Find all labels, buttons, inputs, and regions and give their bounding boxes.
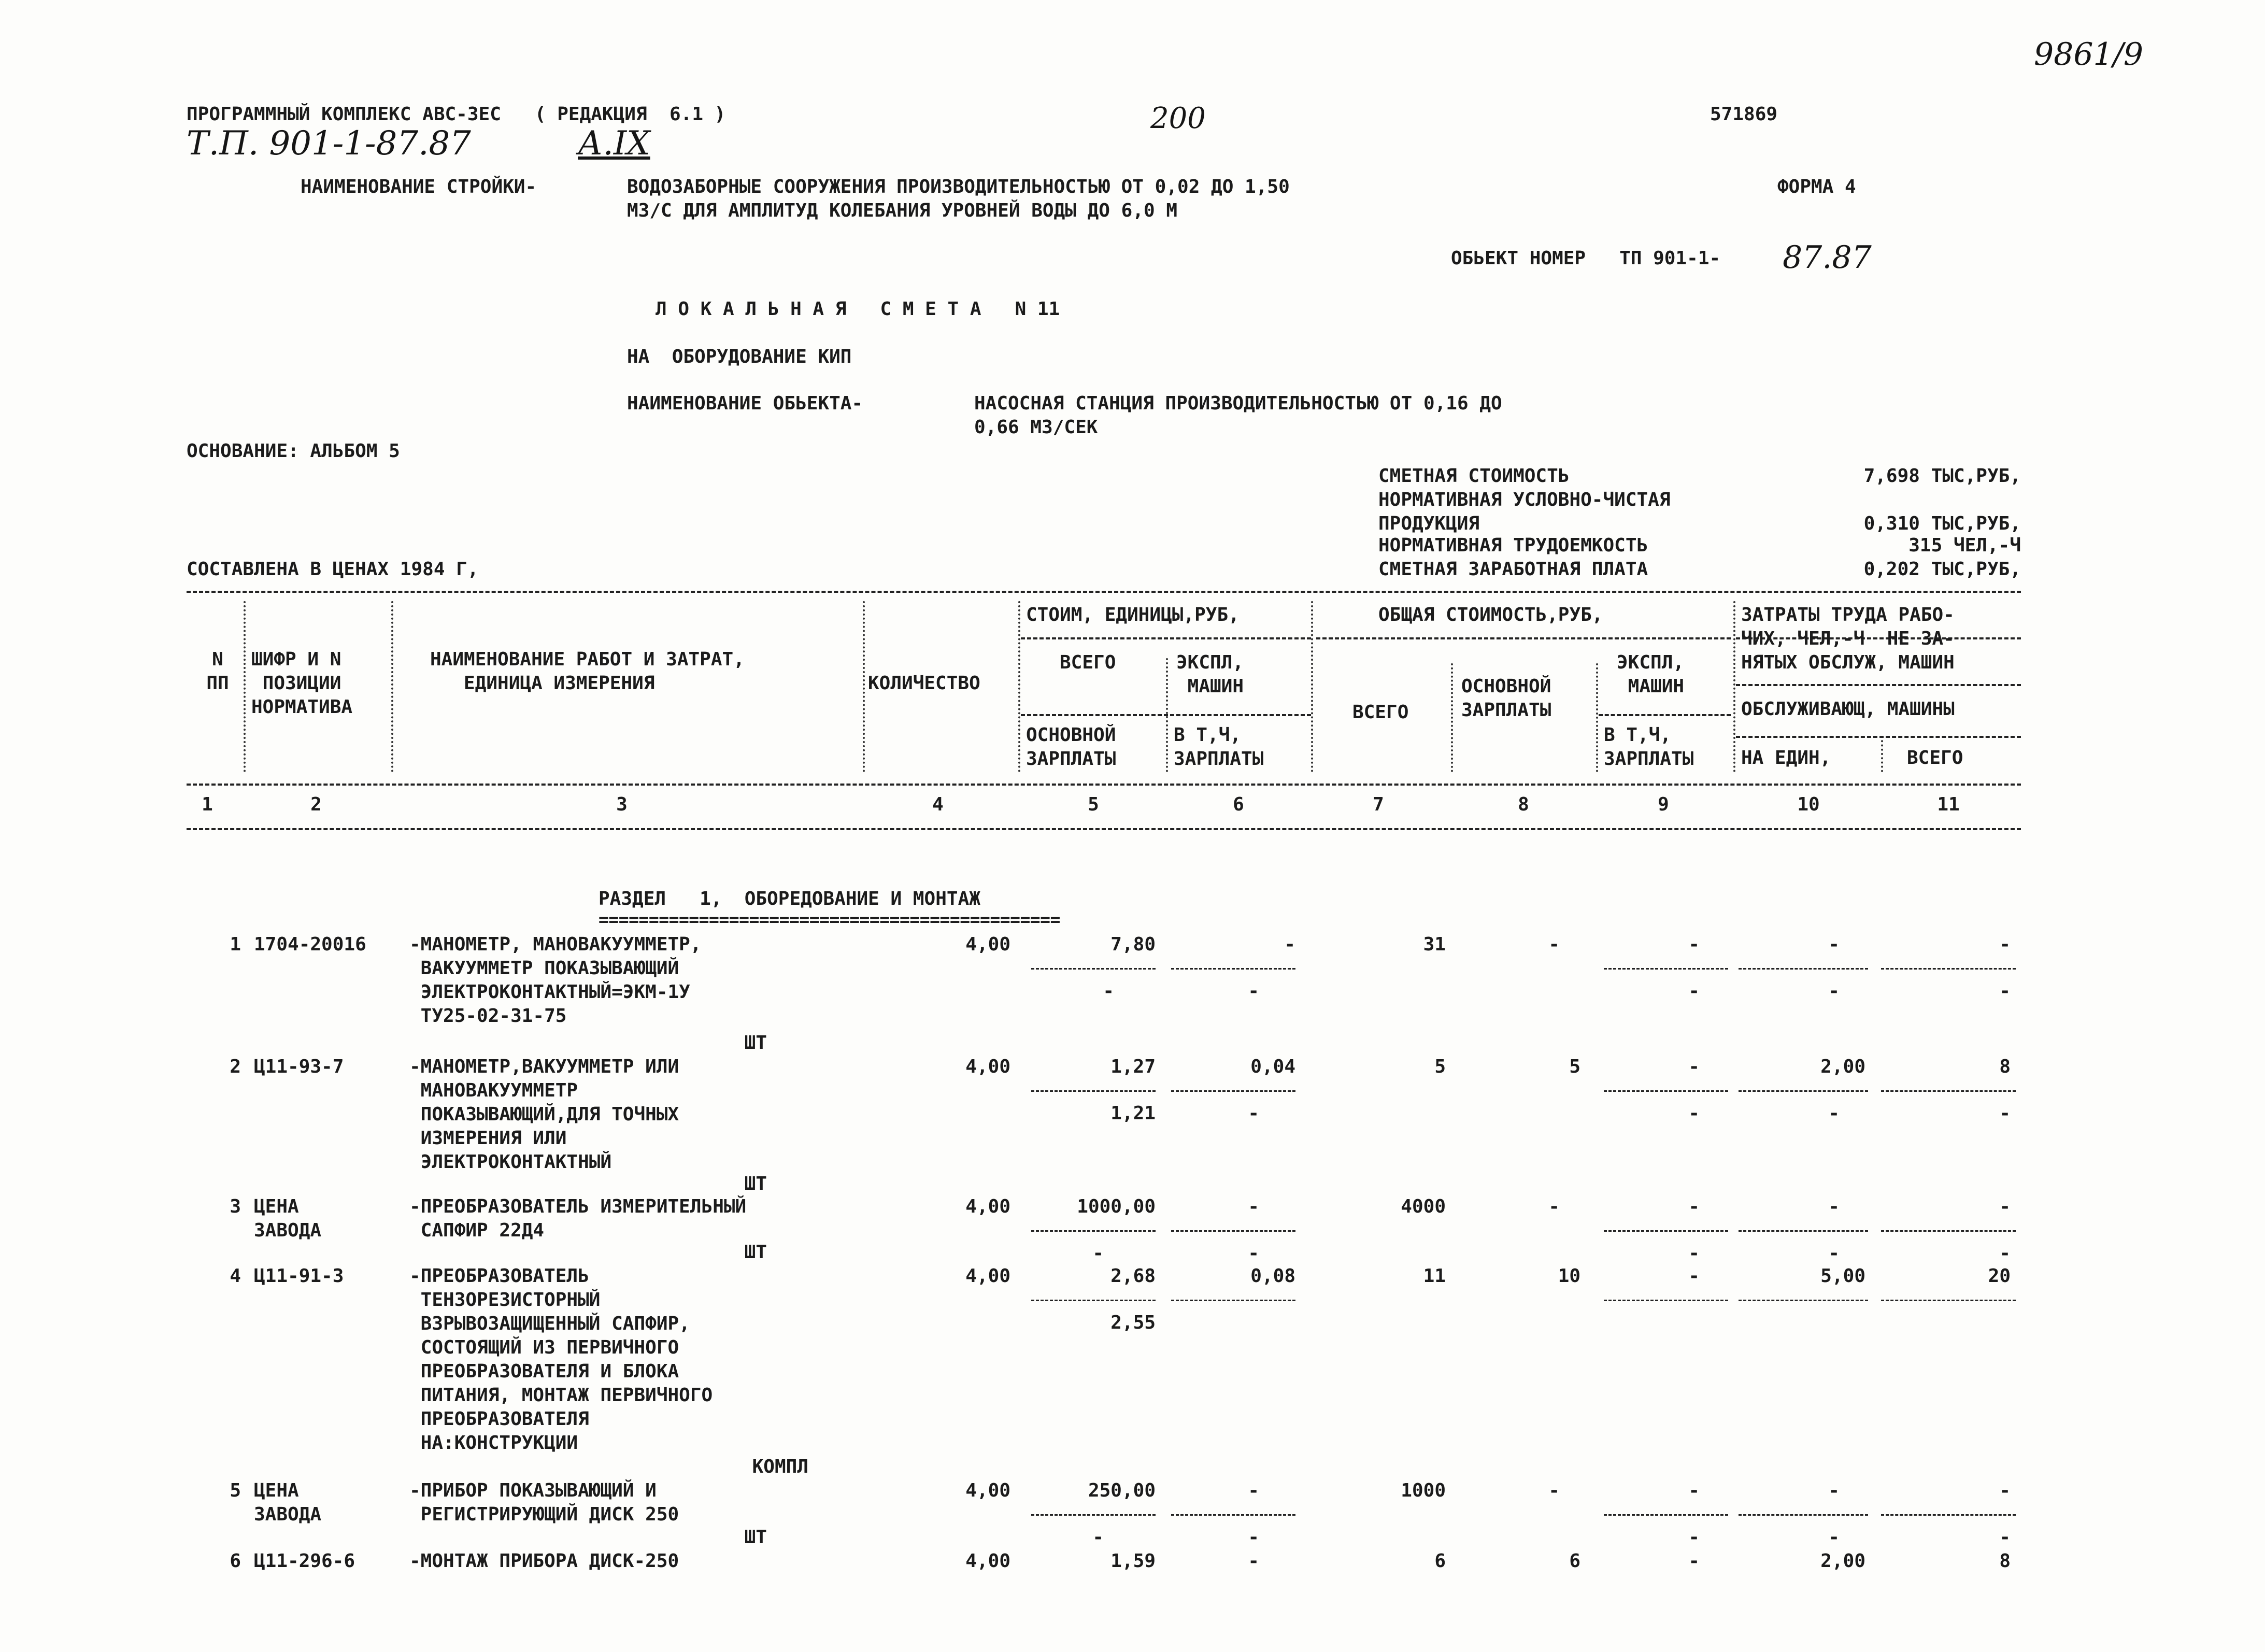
row-unit-wages: - [1092,1243,1104,1264]
row-unit-incl: - [1248,1527,1259,1548]
object-label: НАИМЕНОВАНИЕ ОБЬЕКТА- [627,393,863,414]
col-header-total-incl: В Т,Ч, ЗАРПЛАТЫ [1604,724,1694,770]
table-top-rule [187,591,2021,593]
row-number: 2 [230,1056,241,1077]
row-total-incl: - [1688,980,1700,1002]
row-unit-wages: - [1103,980,1114,1002]
prices-line: СОСТАВЛЕНА В ЦЕНАХ 1984 Г, [187,559,479,580]
row-number: 3 [230,1196,241,1217]
row-subrule [1881,1514,2016,1516]
summary-value: 0,202 ТЫС,РУБ, [1863,559,2021,580]
row-code: Ц11-91-3 [254,1265,344,1287]
row-subrule [1881,1300,2016,1301]
header-subrule [1736,736,2021,738]
column-number: 1 [202,794,213,815]
row-total-machines: - [1688,1480,1700,1501]
row-unit: ШТ [744,1032,767,1053]
row-labor-per-unit: - [1828,1480,1840,1501]
row-code: ЦЕНА ЗАВОДА [254,1196,322,1241]
row-name: -МАНОМЕТР, МАНОВАКУУММЕТР, ВАКУУММЕТР ПОКАЗЫВАЮЩИЙ ЭЛЕКТРОКОНТАКТНЫЙ=ЭКМ-1У ТУ25-02-31-75 [409,934,702,1027]
column-number-bottom-rule [187,828,2021,830]
row-quantity: 4,00 [965,1056,1010,1077]
row-labor-per-unit-b: - [1828,980,1840,1002]
row-total: 6 [1434,1550,1446,1572]
row-subrule [1171,968,1295,970]
row-labor-total-b: - [1999,1527,2011,1548]
row-unit-machines: - [1248,1480,1259,1501]
col-header-unit-wages: ОСНОВНОЙ ЗАРПЛАТЫ [1026,724,1116,770]
col-header-labor-total: ВСЕГО [1907,747,1963,768]
row-subrule [1031,1090,1156,1092]
row-subrule [1031,1300,1156,1301]
column-number: 8 [1518,794,1529,815]
row-total-machines: - [1688,1196,1700,1217]
row-quantity: 4,00 [965,1480,1010,1501]
row-unit: ШТ [744,1242,767,1263]
construction-label: НАИМЕНОВАНИЕ СТРОЙКИ- [301,176,537,197]
col-divider [1451,663,1453,772]
col-divider [1311,601,1313,772]
row-labor-total-b: - [1999,1103,2011,1124]
construction-line2: М3/С ДЛЯ АМПЛИТУД КОЛЕБАНИЯ УРОВНЕЙ ВОДЫ ДО 6,0 М [627,200,1178,221]
row-subrule [1171,1300,1295,1301]
row-subrule [1881,1090,2016,1092]
object-number-handwritten: 87.87 [1783,239,1872,276]
construction-line1: ВОДОЗАБОРНЫЕ СООРУЖЕНИЯ ПРОИЗВОДИТЕЛЬНОСТЬЮ ОТ 0,02 ДО 1,50 [627,176,1290,197]
row-labor-total-b: - [1999,980,2011,1002]
row-labor-total-b: - [1999,1243,2011,1264]
row-subrule [1031,1514,1156,1516]
row-number: 4 [230,1265,241,1287]
row-name: -МАНОМЕТР,ВАКУУММЕТР ИЛИ МАНОВАКУУММЕТР ПОКАЗЫВАЮЩИЙ,ДЛЯ ТОЧНЫХ ИЗМЕРЕНИЯ ИЛИ ЭЛЕКТРОКОНТАКТНЫЙ [409,1056,679,1173]
row-labor-per-unit: - [1828,1196,1840,1217]
row-total-machines: - [1688,934,1700,955]
col-divider [1881,736,1883,772]
col-header-n: N ПП [206,649,229,694]
row-subrule [1604,1230,1728,1232]
row-unit-machines: - [1248,1196,1259,1217]
row-code: Ц11-93-7 [254,1056,344,1077]
row-quantity: 4,00 [965,1196,1010,1217]
row-subrule [1171,1090,1295,1092]
header-subrule [1599,714,1731,716]
header-subrule [1021,637,1311,639]
row-labor-total: - [1999,934,2011,955]
row-subrule [1739,1230,1868,1232]
column-number: 5 [1088,794,1099,815]
row-labor-total: - [1999,1196,2011,1217]
row-unit: ШТ [744,1173,767,1194]
row-subrule [1739,1514,1868,1516]
column-number: 4 [932,794,944,815]
col-header-unit-machines: ЭКСПЛ, МАШИН [1176,652,1244,697]
row-quantity: 4,00 [965,1265,1010,1287]
summary-label: НОРМАТИВНАЯ ТРУДОЕМКОСТЬ [1378,535,1648,556]
row-total-machines: - [1688,1265,1700,1287]
col-header-code: ШИФР И N ПОЗИЦИИ НОРМАТИВА [251,649,353,718]
row-number: 1 [230,934,241,955]
col-header-quantity: КОЛИЧЕСТВО [868,673,980,694]
summary-value: 0,310 ТЫС,РУБ, [1863,513,2021,534]
row-total: 1000 [1401,1480,1446,1501]
summary-label: СМЕТНАЯ ЗАРАБОТНАЯ ПЛАТА [1378,559,1648,580]
row-unit-wages: 1,21 [1110,1103,1156,1124]
row-name: -ПРЕОБРАЗОВАТЕЛЬ ИЗМЕРИТЕЛЬНЫЙ САПФИР 22Д4 [409,1196,747,1241]
row-unit-wages: - [1092,1527,1104,1548]
document-code: 571869 [1710,104,1778,125]
col-divider [1596,663,1598,772]
col-header-name: НАИМЕНОВАНИЕ РАБОТ И ЗАТРАТ, ЕДИНИЦА ИЗМЕРЕНИЯ [430,649,745,694]
row-labor-total: 8 [1999,1550,2011,1572]
row-subrule [1031,1230,1156,1232]
col-divider [863,601,865,772]
row-subrule [1739,1090,1868,1092]
row-subrule [1031,968,1156,970]
row-labor-per-unit: 2,00 [1820,1550,1865,1572]
handwritten-album-mark: А.IX [578,124,650,163]
row-code: 1704-20016 [254,934,366,955]
basis-line: ОСНОВАНИЕ: АЛЬБОМ 5 [187,440,400,462]
row-unit-machines: 0,08 [1250,1265,1295,1287]
header-subrule [1316,637,1731,639]
row-name: -ПРЕОБРАЗОВАТЕЛЬ ТЕНЗОРЕЗИСТОРНЫЙ ВЗРЫВОЗАЩИЩЕННЫЙ САПФИР, СОСТОЯЩИЙ ИЗ ПЕРВИЧНОГО ПРЕОБРАЗОВАТЕЛЯ И БЛОКА ПИТАНИЯ, МОНТАЖ ПЕРВИЧНОГО ПРЕОБРАЗОВАТЕЛЯ НА:КОНСТРУКЦИИ [409,1265,713,1454]
row-labor-per-unit: 2,00 [1820,1056,1865,1077]
row-total: 4000 [1401,1196,1446,1217]
section-title: РАЗДЕЛ 1, ОБОРЕДОВАНИЕ И МОНТАЖ [599,888,980,909]
col-header-total-wages: ОСНОВНОЙ ЗАРПЛАТЫ [1461,676,1551,721]
summary-value: 315 ЧЕЛ,-Ч [1908,535,2021,556]
row-total-machines: - [1688,1550,1700,1572]
row-labor-per-unit-b: - [1828,1243,1840,1264]
row-total: 5 [1434,1056,1446,1077]
col-header-unit-incl: В Т,Ч, ЗАРПЛАТЫ [1174,724,1264,770]
row-subrule [1171,1514,1295,1516]
row-number: 5 [230,1480,241,1501]
header-subrule [1021,714,1311,716]
row-subrule [1881,1230,2016,1232]
col-header-total-cost: ОБЩАЯ СТОИМОСТЬ,РУБ, [1378,604,1603,625]
row-code: ЦЕНА ЗАВОДА [254,1480,322,1525]
page-number: 200 [1150,102,1206,135]
summary-label: ПРОДУКЦИЯ [1378,513,1480,534]
row-total-wages: - [1548,934,1560,955]
row-total: 31 [1423,934,1446,955]
row-quantity: 4,00 [965,1550,1010,1572]
row-quantity: 4,00 [965,934,1010,955]
col-divider [391,601,393,772]
column-number: 10 [1797,794,1820,815]
row-labor-per-unit-b: - [1828,1103,1840,1124]
row-code: Ц11-296-6 [254,1550,355,1572]
row-labor-total: 20 [1988,1265,2011,1287]
row-unit-total: 250,00 [1088,1480,1156,1501]
column-number: 6 [1233,794,1244,815]
row-subrule [1739,968,1868,970]
row-subrule [1171,1230,1295,1232]
row-total-wages: - [1548,1480,1560,1501]
row-total-incl: - [1688,1103,1700,1124]
row-subrule [1881,968,2016,970]
section-underline: ============================================== [599,909,1060,930]
summary-label: НОРМАТИВНАЯ УСЛОВНО-ЧИСТАЯ [1378,489,1671,510]
row-unit-machines: - [1248,1550,1259,1572]
column-number: 11 [1937,794,1960,815]
column-number: 2 [310,794,322,815]
row-unit-total: 7,80 [1110,934,1156,955]
row-total-machines: - [1688,1056,1700,1077]
row-unit-incl: - [1248,1103,1259,1124]
summary-label: СМЕТНАЯ СТОИМОСТЬ [1378,465,1570,487]
row-subrule [1739,1300,1868,1301]
program-line: ПРОГРАММНЫЙ КОМПЛЕКС АВС-3ЕС ( РЕДАКЦИЯ 6.1 ) [187,104,726,125]
column-number-top-rule [187,784,2021,786]
row-subrule [1604,1514,1728,1516]
row-subrule [1604,1300,1728,1301]
col-divider [1733,601,1735,772]
row-unit: КОМПЛ [752,1456,808,1477]
row-subrule [1604,1090,1728,1092]
handwritten-tp-number: Т.П. 901-1-87.87 [187,124,471,163]
object-line1: НАСОСНАЯ СТАНЦИЯ ПРОИЗВОДИТЕЛЬНОСТЬЮ ОТ 0,16 ДО [974,393,1502,414]
row-labor-per-unit-b: - [1828,1527,1840,1548]
row-total-incl: - [1688,1527,1700,1548]
object-number-label: ОБЬЕКТ НОМЕР ТП 901-1- [1451,248,1721,269]
row-total-wages: - [1548,1196,1560,1217]
row-unit-total: 2,68 [1110,1265,1156,1287]
document-title: Л О К А Л Ь Н А Я С М Е Т А N 11 [656,298,1060,320]
row-labor-per-unit: 5,00 [1820,1265,1865,1287]
object-line2: 0,66 М3/СЕК [974,417,1098,438]
row-labor-total: 8 [1999,1056,2011,1077]
column-number: 9 [1658,794,1669,815]
col-header-unit-total: ВСЕГО [1060,652,1116,673]
column-number: 3 [616,794,628,815]
row-unit-machines: 0,04 [1250,1056,1295,1077]
row-unit-total: 1000,00 [1077,1196,1156,1217]
col-header-unit-cost: СТОИМ, ЕДИНИЦЫ,РУБ, [1026,604,1240,625]
row-unit-incl: - [1248,980,1259,1002]
row-unit: ШТ [744,1527,767,1548]
row-total-wages: 10 [1558,1265,1580,1287]
col-header-labor: ЗАТРАТЫ ТРУДА РАБО- ЧИХ, ЧЕЛ,-Ч НЕ ЗА- НЯТЫХ ОБСЛУЖ, МАШИН [1741,604,1955,673]
row-unit-total: 1,27 [1110,1056,1156,1077]
row-labor-per-unit: - [1828,934,1840,955]
col-header-total-machines: ЭКСПЛ, МАШИН [1617,652,1685,697]
col-header-total-total: ВСЕГО [1352,702,1409,723]
row-unit-total: 1,59 [1110,1550,1156,1572]
row-total: 11 [1423,1265,1446,1287]
archive-mark: 9861/9 [2034,36,2144,73]
column-number: 7 [1373,794,1384,815]
col-divider [1018,601,1020,772]
row-unit-incl: - [1248,1243,1259,1264]
header-subrule [1736,684,2021,686]
row-name: -ПРИБОР ПОКАЗЫВАЮЩИЙ И РЕГИСТРИРУЮЩИЙ ДИСК 250 [409,1480,679,1525]
row-subrule [1604,968,1728,970]
row-total-incl: - [1688,1243,1700,1264]
col-divider [244,601,246,772]
row-number: 6 [230,1550,241,1572]
row-labor-total: - [1999,1480,2011,1501]
form-label: ФОРМА 4 [1777,176,1856,197]
row-unit-machines: - [1284,934,1295,955]
row-total-wages: 6 [1569,1550,1580,1572]
row-total-wages: 5 [1569,1056,1580,1077]
col-header-labor-per-unit: НА ЕДИН, [1741,747,1831,768]
row-unit-wages: 2,55 [1110,1312,1156,1333]
row-name: -МОНТАЖ ПРИБОРА ДИСК-250 [409,1550,679,1572]
document-subtitle: НА ОБОРУДОВАНИЕ КИП [627,346,852,367]
summary-value: 7,698 ТЫС,РУБ, [1863,465,2021,487]
col-header-labor-service: ОБСЛУЖИВАЮЩ, МАШИНЫ [1741,699,1955,720]
